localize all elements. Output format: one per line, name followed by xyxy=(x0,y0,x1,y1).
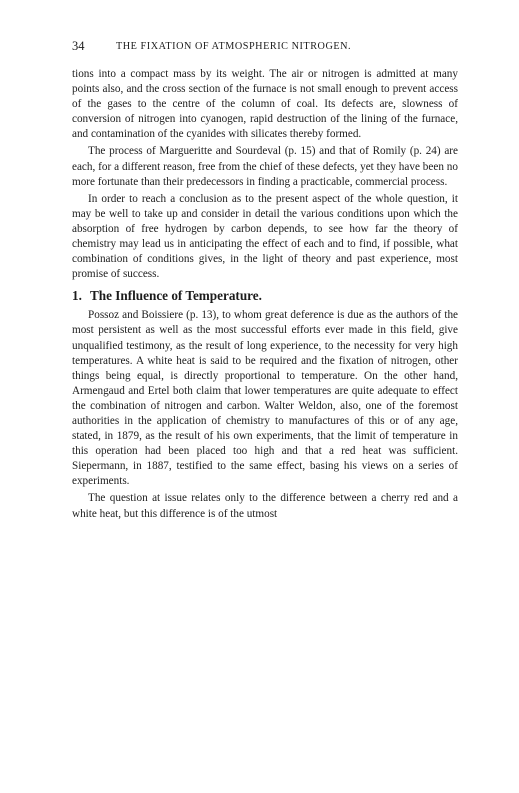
section-heading xyxy=(72,287,458,305)
running-head xyxy=(72,38,458,54)
paragraph-question-at-issue: The question at issue relates only to the difference between a cherry red and a white heat, but this difference is of the utmost xyxy=(72,492,458,520)
paragraph-margueritte-process: The process of Margueritte and Sourdeval (p. 15) and that of Romily (p. 24) are each, for a different reason, free from the chief of these defects, yet they have been no more fortunate than their predecessors in finding a practicable, commercial process. xyxy=(72,145,458,188)
section-number: 1. xyxy=(72,288,82,304)
page-number: 34 xyxy=(72,39,85,53)
paragraph-temperature: Possoz and Boissiere (p. 13), to whom great deference is due as the authors of the most persistent as well as the most successful efforts ever made in this field, give unqualified testimony, as the result of long experience, to the necessity for very high temperatures. A white heat is said to be required and the fixation of nitrogen, other things being equal, is directly proportional to temperature. On the other hand, Armengaud and Ertel both claim that lower temperatures are quite adequate to effect the combination of nitrogen and carbon. Walter Weldon, also, one of the foremost authorities in the application of chemistry to manufactures of this or of any age, stated, in 1879, as the result of his own experiments, that the limit of temperature in this operation had been placed too high and that a red heat was sufficient. Siepermann, in 1887, testified to the same effect, basing his views on a series of experiments. xyxy=(72,309,458,488)
paragraph-continuation: tions into a compact mass by its weight. The air or nitrogen is admitted at many points also, and the cross section of the furnace is not small enough to prevent access of the gases to the centre of the column of coal. Its defects are, slowness of conversion of nitrogen into cyanogen, rapid destruction of the lining of the furnace, and contamination of the cyanides with silicates thereby formed. xyxy=(72,68,458,141)
body-text xyxy=(72,67,458,522)
running-title: THE FIXATION OF ATMOSPHERIC NITROGEN. xyxy=(116,41,352,52)
paragraph-conditions: In order to reach a conclusion as to the present aspect of the whole question, it may be well to take up and consider in detail the various conditions upon which the absorption of free hydrogen by carbon depends, to see how far the theory of chemistry may lead us in anticipating the effect of each and to find, if possible, what combination of conditions gives, in the light of theory and past experience, most promise of success. xyxy=(72,192,458,281)
section-title: The Influence of Temperature. xyxy=(90,288,262,304)
